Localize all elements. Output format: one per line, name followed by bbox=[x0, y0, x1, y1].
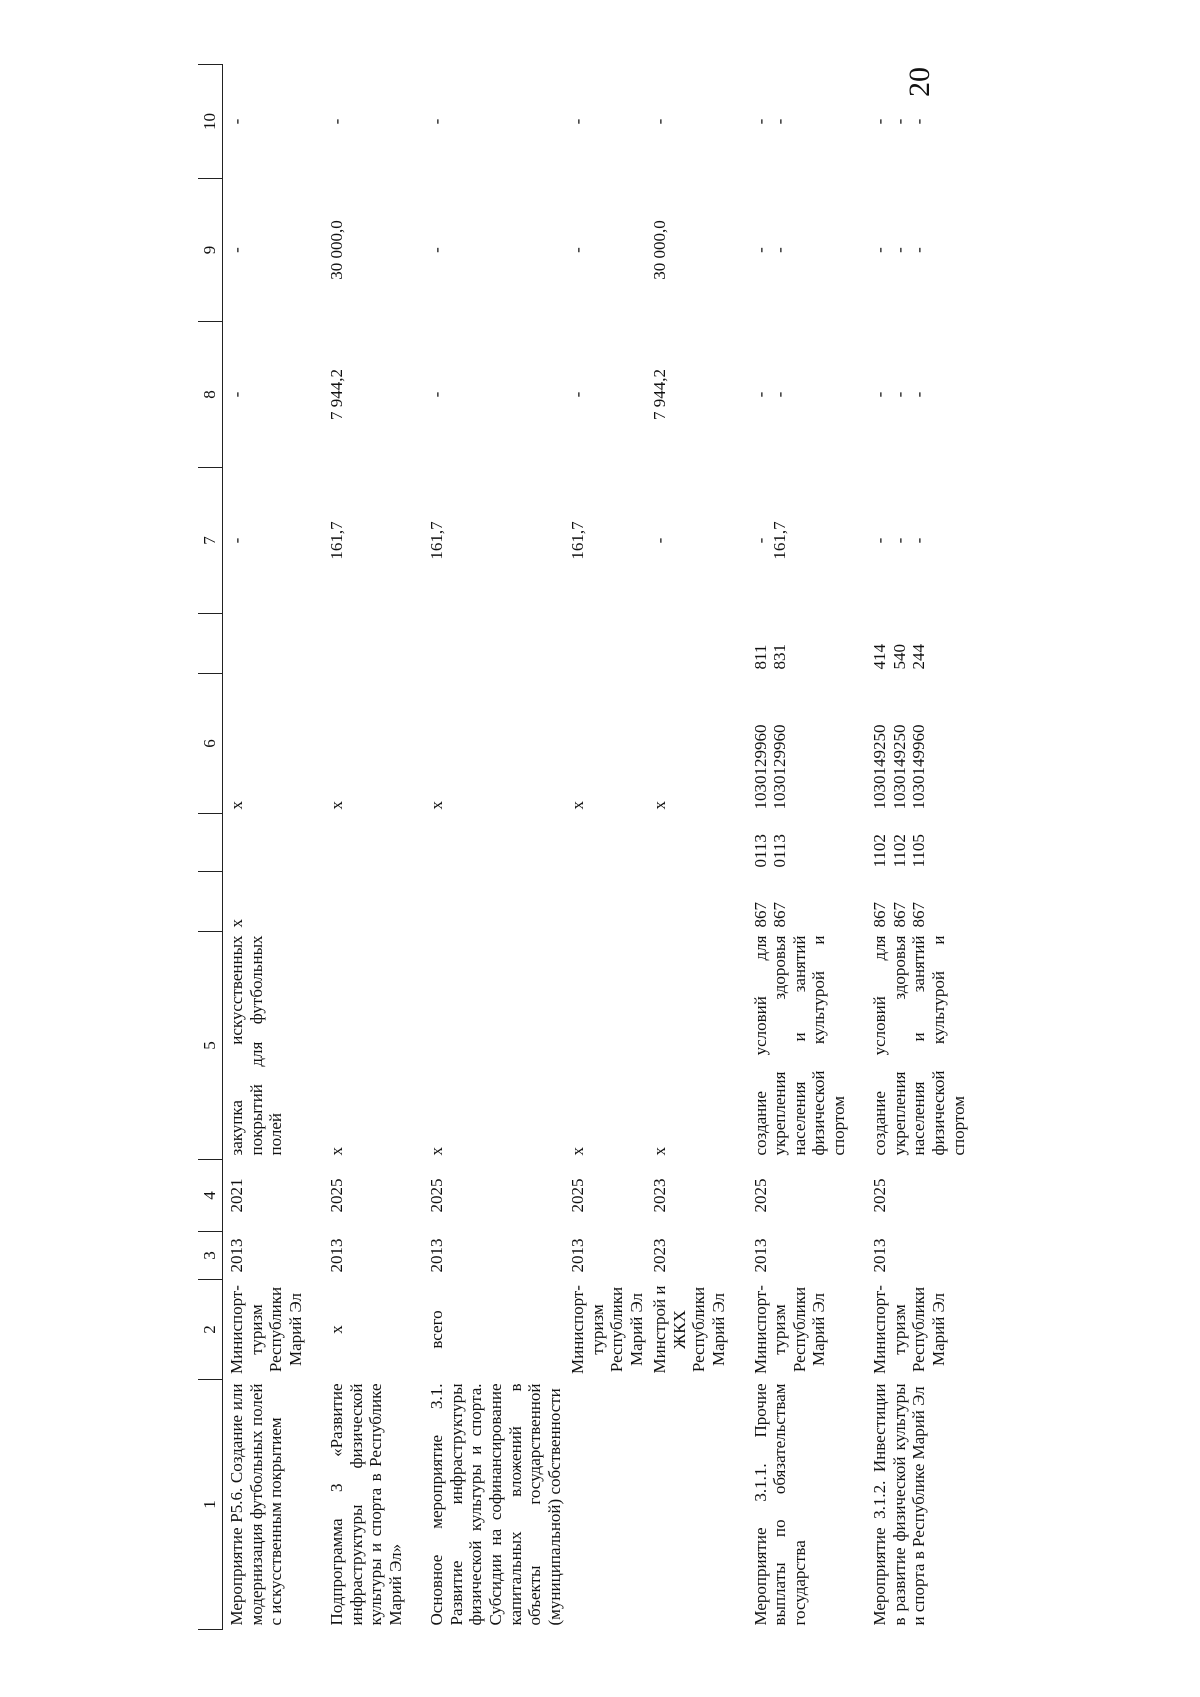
value-col9-line: - bbox=[870, 247, 890, 253]
value-col10-cell: - bbox=[568, 118, 588, 125]
grbs-code-cell bbox=[423, 872, 564, 932]
expected-result-cell: х bbox=[427, 1147, 447, 1156]
value-col10-line: - bbox=[870, 118, 890, 125]
vr-code-cell bbox=[564, 614, 646, 674]
executor-cell: х bbox=[327, 1325, 347, 1334]
expected-result-cell: закупка искусственных покрытий для футбольных полей bbox=[227, 935, 286, 1156]
row-spacer bbox=[405, 65, 423, 1630]
row-spacer bbox=[729, 65, 747, 1630]
value-col7-line: - bbox=[889, 537, 909, 544]
grbs-code-cell: х bbox=[227, 919, 246, 928]
end-year-cell: 2025 bbox=[750, 1178, 770, 1213]
vr-code-cell bbox=[646, 614, 728, 674]
grbs-code-line: 867 bbox=[889, 902, 909, 928]
grbs-code-cell bbox=[564, 872, 646, 932]
header-row bbox=[198, 65, 223, 1630]
start-year-cell: 2013 bbox=[568, 1238, 588, 1273]
rzpr-code-line: 1102 bbox=[889, 834, 909, 868]
vr-code-line: 540 bbox=[889, 644, 909, 670]
value-col9-cell: - bbox=[227, 247, 246, 253]
end-year-cell: 2025 bbox=[327, 1178, 347, 1213]
value-col10-cell bbox=[747, 65, 849, 179]
spacer-cell bbox=[848, 65, 866, 1630]
row-name-cell: Мероприятие Р5.6. Создание или модернизация футбольных полей с искусственным покрытием bbox=[227, 1383, 286, 1626]
rzpr-code-cell bbox=[323, 814, 405, 872]
rotated-table-container bbox=[198, 65, 988, 1630]
value-col10-line: - bbox=[770, 118, 790, 125]
value-col9-cell bbox=[747, 179, 849, 322]
grbs-code-cell bbox=[747, 872, 849, 932]
value-col7-cell: - bbox=[227, 537, 246, 544]
end-year-cell: 2025 bbox=[568, 1178, 588, 1213]
column-header-2: 2 bbox=[198, 1280, 223, 1380]
value-col10-line: - bbox=[909, 118, 929, 125]
column-header-6 bbox=[198, 872, 223, 932]
start-year-cell: 2023 bbox=[650, 1238, 670, 1273]
page-number: 20 bbox=[903, 67, 936, 97]
column-header-9 bbox=[198, 614, 223, 674]
csr-code-cell bbox=[747, 674, 849, 814]
table-row bbox=[747, 65, 849, 1630]
row-spacer bbox=[305, 65, 323, 1630]
row-name-cell: Основное мероприятие 3.1. Развитие инфраструктуры физической культуры и спорта. Субсидии на софинансирование капитальных вложений в объекты государственной (муниципальной) собственности bbox=[427, 1383, 564, 1626]
row-name-cell: Подпрограмма 3 «Развитие инфраструктуры физической культуры и спорта в Республике Марий Эл» bbox=[327, 1383, 405, 1626]
value-col9-cell bbox=[866, 179, 968, 322]
table-body bbox=[223, 65, 969, 1630]
value-col8-cell: - bbox=[568, 391, 588, 398]
expected-result-cell: создание условий для укрепления здоровья населения и занятий физической культурой и спортом bbox=[750, 935, 848, 1156]
rzpr-code-line: 0113 bbox=[770, 834, 790, 868]
value-col7-cell bbox=[866, 468, 968, 614]
row-name-cell: Мероприятие 3.1.2. Инвестиции в развитие физической культуры и спорта в Республике Марий Эл bbox=[870, 1383, 929, 1626]
csr-code-cell: х bbox=[427, 801, 447, 810]
value-col8-cell bbox=[747, 322, 849, 468]
value-col10-cell bbox=[866, 65, 968, 179]
value-col8-line: - bbox=[770, 391, 790, 398]
rzpr-code-cell bbox=[564, 814, 646, 872]
value-col10-cell: - bbox=[650, 118, 670, 125]
table-row bbox=[646, 65, 728, 1630]
value-col10-line: - bbox=[889, 118, 909, 125]
expected-result-cell: х bbox=[568, 1147, 588, 1156]
column-header-7 bbox=[198, 814, 223, 872]
vr-code-cell bbox=[223, 614, 306, 674]
rzpr-code-cell bbox=[646, 814, 728, 872]
row-spacer bbox=[848, 65, 866, 1630]
value-col10-cell: - bbox=[427, 118, 447, 125]
value-col8-cell: - bbox=[227, 391, 246, 398]
value-col8-line: - bbox=[909, 391, 929, 398]
csr-code-cell: х bbox=[227, 801, 246, 810]
start-year-cell: 2013 bbox=[750, 1238, 770, 1273]
vr-code-cell bbox=[866, 614, 968, 674]
column-header-3: 3 bbox=[198, 1232, 223, 1280]
end-year-cell: 2025 bbox=[870, 1178, 890, 1213]
rzpr-code-cell bbox=[223, 814, 306, 872]
expected-result-cell: создание условий для укрепления здоровья населения и занятий физической культурой и спортом bbox=[870, 935, 968, 1156]
vr-code-cell bbox=[747, 614, 849, 674]
value-col7-line: - bbox=[750, 537, 770, 544]
vr-code-cell bbox=[423, 614, 564, 674]
executor-cell: Миниспорт-туризм Республики Марий Эл bbox=[870, 1285, 948, 1374]
value-col7-cell bbox=[747, 468, 849, 614]
spacer-cell bbox=[305, 65, 323, 1630]
start-year-cell: 2013 bbox=[227, 1238, 246, 1273]
table-row bbox=[564, 65, 646, 1630]
spacer-cell bbox=[729, 65, 747, 1630]
csr-code-line: 1030149250 bbox=[889, 724, 909, 810]
rzpr-code-cell bbox=[747, 814, 849, 872]
value-col9-line: - bbox=[770, 247, 790, 253]
grbs-code-cell bbox=[646, 872, 728, 932]
value-col8-cell: 7 944,2 bbox=[650, 369, 670, 420]
csr-code-line: 1030129960 bbox=[770, 724, 790, 810]
value-col9-cell: - bbox=[568, 247, 588, 253]
column-header-13: 10 bbox=[198, 65, 223, 179]
csr-code-cell bbox=[866, 674, 968, 814]
grbs-code-cell bbox=[323, 872, 405, 932]
executor-cell: Минстрой и ЖКХ Республики Марий Эл bbox=[650, 1285, 729, 1374]
csr-code-cell: х bbox=[568, 801, 588, 810]
spacer-cell bbox=[405, 65, 423, 1630]
csr-code-line: 1030149960 bbox=[909, 724, 929, 810]
value-col7-line: - bbox=[870, 537, 890, 544]
value-col9-cell: 30 000,0 bbox=[327, 220, 347, 280]
table-row bbox=[323, 65, 405, 1630]
column-header-5: 5 bbox=[198, 932, 223, 1160]
column-header-10: 7 bbox=[198, 468, 223, 614]
executor-cell: Миниспорт-туризм Республики Марий Эл bbox=[568, 1285, 646, 1374]
rzpr-code-cell bbox=[423, 814, 564, 872]
expected-result-cell: х bbox=[327, 1147, 347, 1156]
value-col7-cell: 161,7 bbox=[427, 521, 447, 560]
value-col10-cell: - bbox=[227, 118, 246, 125]
value-col8-line: - bbox=[889, 391, 909, 398]
grbs-code-line: 867 bbox=[870, 902, 890, 928]
column-header-12: 9 bbox=[198, 179, 223, 322]
rzpr-code-line: 1102 bbox=[870, 834, 890, 868]
value-col7-cell: 161,7 bbox=[568, 521, 588, 560]
rzpr-code-cell bbox=[866, 814, 968, 872]
row-name-cell bbox=[564, 1380, 646, 1630]
value-col8-cell: - bbox=[427, 391, 447, 398]
value-col7-cell: - bbox=[650, 537, 670, 544]
csr-code-line: 1030149250 bbox=[870, 724, 890, 810]
value-col9-line: - bbox=[889, 247, 909, 253]
column-header-4: 4 bbox=[198, 1160, 223, 1232]
budget-table bbox=[198, 64, 968, 1630]
grbs-code-line: 867 bbox=[909, 902, 929, 928]
end-year-cell: 2021 bbox=[227, 1178, 246, 1213]
column-header-1: 1 bbox=[198, 1380, 223, 1630]
executor-cell: Миниспорт-туризм Республики Марий Эл bbox=[227, 1285, 305, 1374]
start-year-cell: 2013 bbox=[427, 1238, 447, 1273]
end-year-cell: 2023 bbox=[650, 1178, 670, 1213]
csr-code-cell: х bbox=[650, 801, 670, 810]
value-col9-cell: 30 000,0 bbox=[650, 220, 670, 280]
table-row bbox=[423, 65, 564, 1630]
value-col7-line: 161,7 bbox=[770, 521, 790, 560]
vr-code-line: 811 bbox=[750, 644, 770, 670]
row-name-cell bbox=[646, 1380, 728, 1630]
value-col10-cell: - bbox=[327, 118, 347, 125]
csr-code-cell: х bbox=[327, 801, 347, 810]
grbs-code-cell bbox=[866, 872, 968, 932]
value-col9-line: - bbox=[909, 247, 929, 253]
rzpr-code-line: 0113 bbox=[750, 834, 770, 868]
end-year-cell: 2025 bbox=[427, 1178, 447, 1213]
column-header-11: 8 bbox=[198, 322, 223, 468]
value-col9-cell: - bbox=[427, 247, 447, 253]
column-header-8: 6 bbox=[198, 674, 223, 814]
table-row bbox=[223, 65, 306, 1630]
vr-code-cell bbox=[323, 614, 405, 674]
value-col10-line: - bbox=[750, 118, 770, 125]
vr-code-line: 244 bbox=[909, 644, 929, 670]
value-col7-line: - bbox=[909, 537, 929, 544]
start-year-cell: 2013 bbox=[870, 1238, 890, 1273]
grbs-code-line: 867 bbox=[770, 902, 790, 928]
value-col9-line: - bbox=[750, 247, 770, 253]
table-row bbox=[866, 65, 968, 1630]
grbs-code-line: 867 bbox=[750, 902, 770, 928]
value-col8-line: - bbox=[870, 391, 890, 398]
value-col8-cell bbox=[866, 322, 968, 468]
csr-code-line: 1030129960 bbox=[750, 724, 770, 810]
vr-code-line: 831 bbox=[770, 644, 790, 670]
executor-cell: всего bbox=[427, 1310, 447, 1349]
rzpr-code-line: 1105 bbox=[909, 834, 929, 868]
executor-cell: Миниспорт-туризм Республики Марий Эл bbox=[750, 1285, 829, 1374]
value-col7-cell: 161,7 bbox=[327, 521, 347, 560]
value-col8-cell: 7 944,2 bbox=[327, 369, 347, 420]
vr-code-line: 414 bbox=[870, 644, 890, 670]
expected-result-cell: х bbox=[650, 1147, 670, 1156]
value-col8-line: - bbox=[750, 391, 770, 398]
row-name-cell: Мероприятие 3.1.1. Прочие выплаты по обязательствам государства bbox=[750, 1383, 809, 1626]
start-year-cell: 2013 bbox=[327, 1238, 347, 1273]
